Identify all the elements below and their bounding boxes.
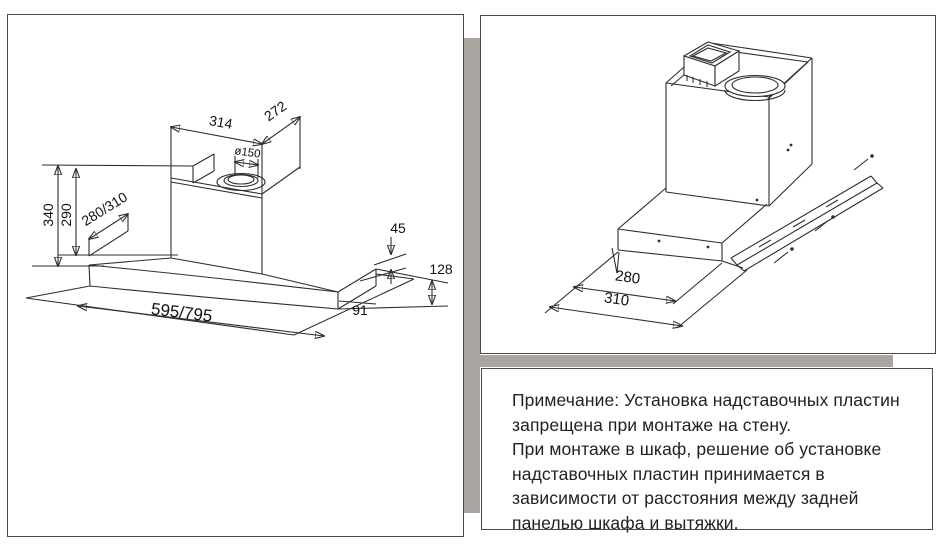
dim-heights: [32, 165, 193, 266]
dim-width-top-label: 314: [207, 112, 234, 132]
note-line: Примечание: Установка надставочных пластин: [512, 390, 900, 410]
dim-duct-label: ø150: [233, 145, 262, 161]
duct-collar: [725, 76, 785, 101]
note-line: При монтаже в шкаф, решение об установке: [512, 439, 882, 459]
dim-height-body-label: 290: [58, 203, 74, 227]
vertical-shadow-bar: [464, 38, 480, 513]
mounting-plate-isometric: [481, 16, 933, 351]
dim-right-drop-label: 45: [390, 220, 406, 236]
dim-visor-height-label: 91: [352, 302, 368, 318]
dim-depth-top-label: 272: [260, 97, 290, 125]
dim-top: [208, 98, 289, 132]
hood-dimensions-isometric: [8, 15, 461, 534]
dim-plate-outer-label: 310: [603, 289, 631, 310]
base-plate: [612, 188, 767, 273]
mounting-rail: [731, 154, 883, 271]
horizontal-shadow-bar: [464, 355, 893, 367]
dim-right-total-label: 128: [429, 261, 453, 277]
dim-rear-plate: [79, 188, 131, 256]
note-panel: [481, 368, 933, 533]
hood-body: [89, 258, 376, 309]
dim-body-width-label: 595/795: [150, 299, 214, 326]
note-line: надставочных пластин принимается в: [512, 463, 825, 484]
screw-1: [774, 247, 794, 263]
left-drawing-panel: [7, 14, 464, 537]
note-line: зависимости от расстояния между задней: [512, 488, 859, 508]
note-line: панелью шкафа и вытяжки.: [512, 512, 739, 533]
screw-3: [854, 154, 874, 170]
dim-rear-plate-label: 280/310: [78, 188, 131, 229]
note-line: запрещена при монтаже на стену.: [512, 414, 792, 435]
dim-height-total-label: 340: [40, 203, 56, 227]
dim-plate-inner-label: 280: [614, 267, 642, 288]
dim-plate-widths: [545, 252, 747, 328]
dim-right-side: [338, 220, 453, 318]
chimney-section: [171, 117, 300, 274]
right-drawing-panel: [480, 15, 936, 354]
